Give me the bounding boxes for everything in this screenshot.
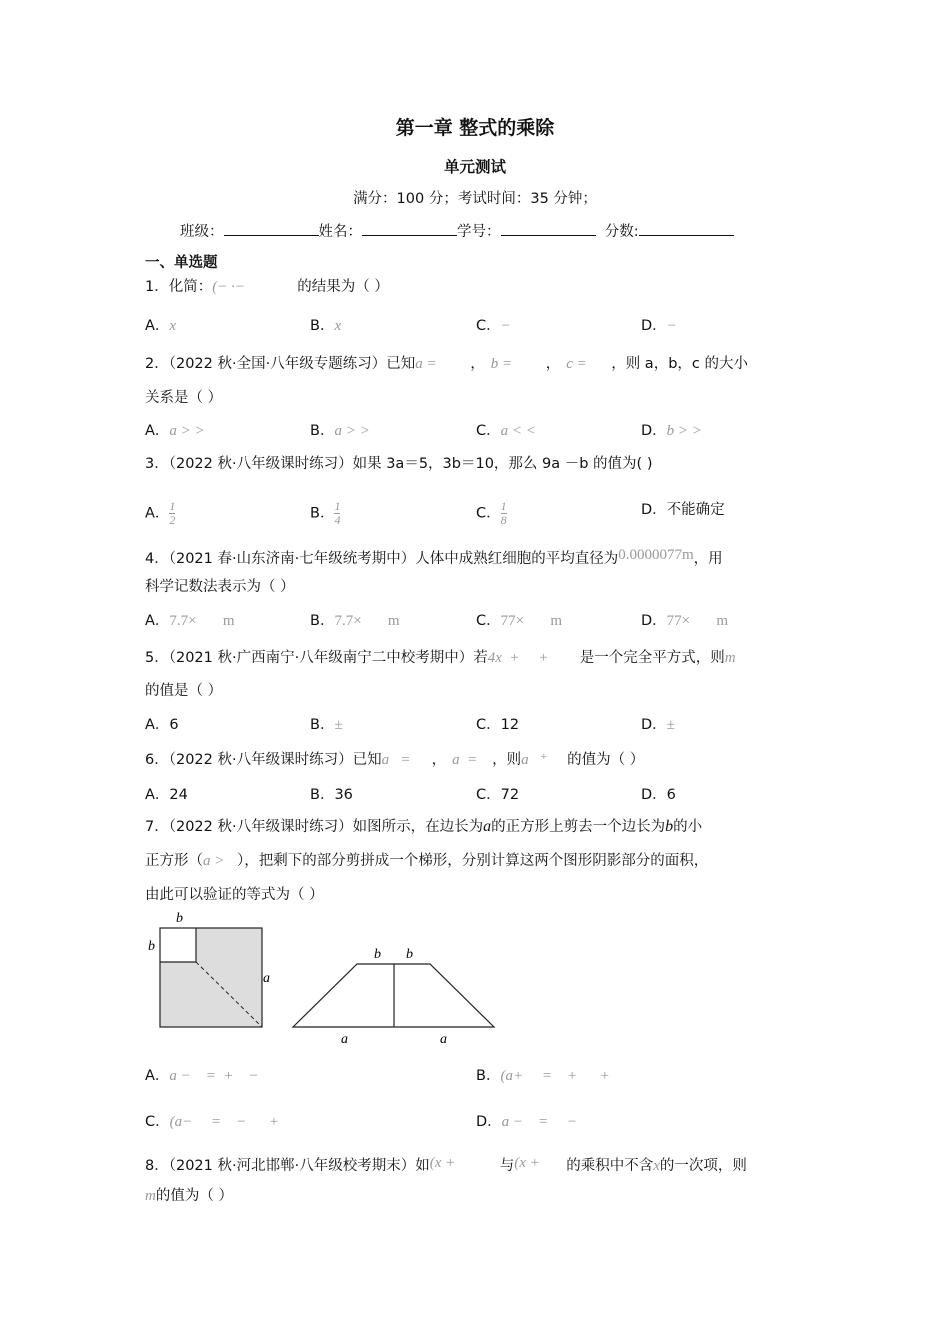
question-5: 5．（2021 秋·广西南宁·八年级南宁二中校考期中）若4x + + 是一个完全平方式，则m	[145, 650, 736, 666]
label-a: a	[263, 971, 270, 986]
option-b[interactable]: B． $\frac{1}{4}$	[310, 499, 341, 527]
option-a[interactable]: A．24	[145, 787, 188, 803]
option-d[interactable]: D．不能确定	[641, 502, 725, 518]
label-a: a	[341, 1032, 348, 1047]
id-label: 学号：	[457, 224, 501, 240]
option-b[interactable]: B．36	[310, 787, 353, 803]
option-a[interactable]: A．7.7× m	[145, 613, 235, 629]
option-c[interactable]: C． $\frac{1}{8}$	[476, 499, 507, 527]
question-7-cont2: 由此可以验证的等式为（ ）	[145, 887, 324, 903]
question-2: 2．（2022 秋·全国·八年级专题练习）已知a = ， b = ， c = ，则 a，b，c 的大小	[145, 356, 748, 372]
label-b: b	[148, 939, 155, 954]
label-b: b	[406, 947, 413, 962]
option-b[interactable]: B．a > >	[310, 423, 370, 439]
option-a[interactable]: A．x	[145, 318, 177, 334]
question-6: 6．（2022 秋·八年级课时练习）已知a = ， a = ，则a ⁺ 的值为（ ）	[145, 752, 645, 768]
section-heading: 一、单选题	[145, 255, 218, 271]
label-a: a	[440, 1032, 447, 1047]
label-b: b	[374, 947, 381, 962]
option-b[interactable]: B．7.7× m	[310, 613, 400, 629]
option-b[interactable]: B．±	[310, 717, 343, 733]
question-4: 4．（2021 春·山东济南·七年级统考期中）人体中成熟红细胞的平均直径为0.0000077m，用	[145, 547, 723, 567]
question-8: 8．（2021 秋·河北邯郸·八年级校考期末）如(x + 与(x + 的乘积中不含x的一次项，则	[145, 1155, 747, 1174]
class-label: 班级：	[180, 224, 224, 240]
question-2-cont: 关系是（ ）	[145, 390, 223, 406]
option-b[interactable]: B．(a+ = + +	[476, 1068, 610, 1084]
exam-info: 满分：100 分；考试时间：35 分钟；	[353, 191, 597, 207]
page-title: 第一章 整式的乘除	[395, 117, 555, 139]
option-a[interactable]: A．a − = + −	[145, 1068, 259, 1084]
option-d[interactable]: D．−	[641, 318, 677, 334]
option-a[interactable]: A． $\frac{1}{2}$	[145, 499, 176, 527]
question-8-cont: m的值为（ ）	[145, 1188, 233, 1204]
score-label: 分数:	[604, 224, 639, 240]
option-d[interactable]: D．6	[641, 787, 676, 803]
option-a[interactable]: A．a > >	[145, 423, 205, 439]
option-c[interactable]: C．a < <	[476, 423, 536, 439]
option-b[interactable]: B．x	[310, 318, 342, 334]
label-b: b	[176, 911, 183, 926]
question-5-cont: 的值是（ ）	[145, 683, 223, 699]
option-c[interactable]: C．(a− = − +	[145, 1114, 279, 1130]
question-7: 7．（2022 秋·八年级课时练习）如图所示，在边长为a的正方形上剪去一个边长为b的小	[145, 818, 703, 835]
option-c[interactable]: C．12	[476, 717, 520, 733]
option-d[interactable]: D．b > >	[641, 423, 702, 439]
option-c[interactable]: C．72	[476, 787, 520, 803]
option-a[interactable]: A．6	[145, 717, 179, 733]
option-c[interactable]: C．77× m	[476, 613, 563, 629]
question-3: 3．（2022 秋·八年级课时练习）如果 3a＝5，3b＝10，那么 9a －b 的值为( )	[145, 456, 653, 472]
option-d[interactable]: D．77× m	[641, 613, 729, 629]
question-7-cont: 正方形（a > ），把剩下的部分剪拼成一个梯形，分别计算这两个图形阴影部分的面积，	[145, 853, 709, 869]
question-1: 1．化简：(− ·− 的结果为（ ）	[145, 279, 389, 295]
trapezoid	[293, 964, 494, 1027]
option-d[interactable]: D．±	[641, 717, 675, 733]
name-label: 姓名：	[318, 224, 362, 240]
page-subtitle: 单元测试	[443, 158, 506, 176]
option-c[interactable]: C．−	[476, 318, 511, 334]
option-d[interactable]: D．a − = −	[476, 1114, 578, 1130]
question-4-cont: 科学记数法表示为（ ）	[145, 579, 295, 595]
small-square-outline	[160, 928, 196, 962]
